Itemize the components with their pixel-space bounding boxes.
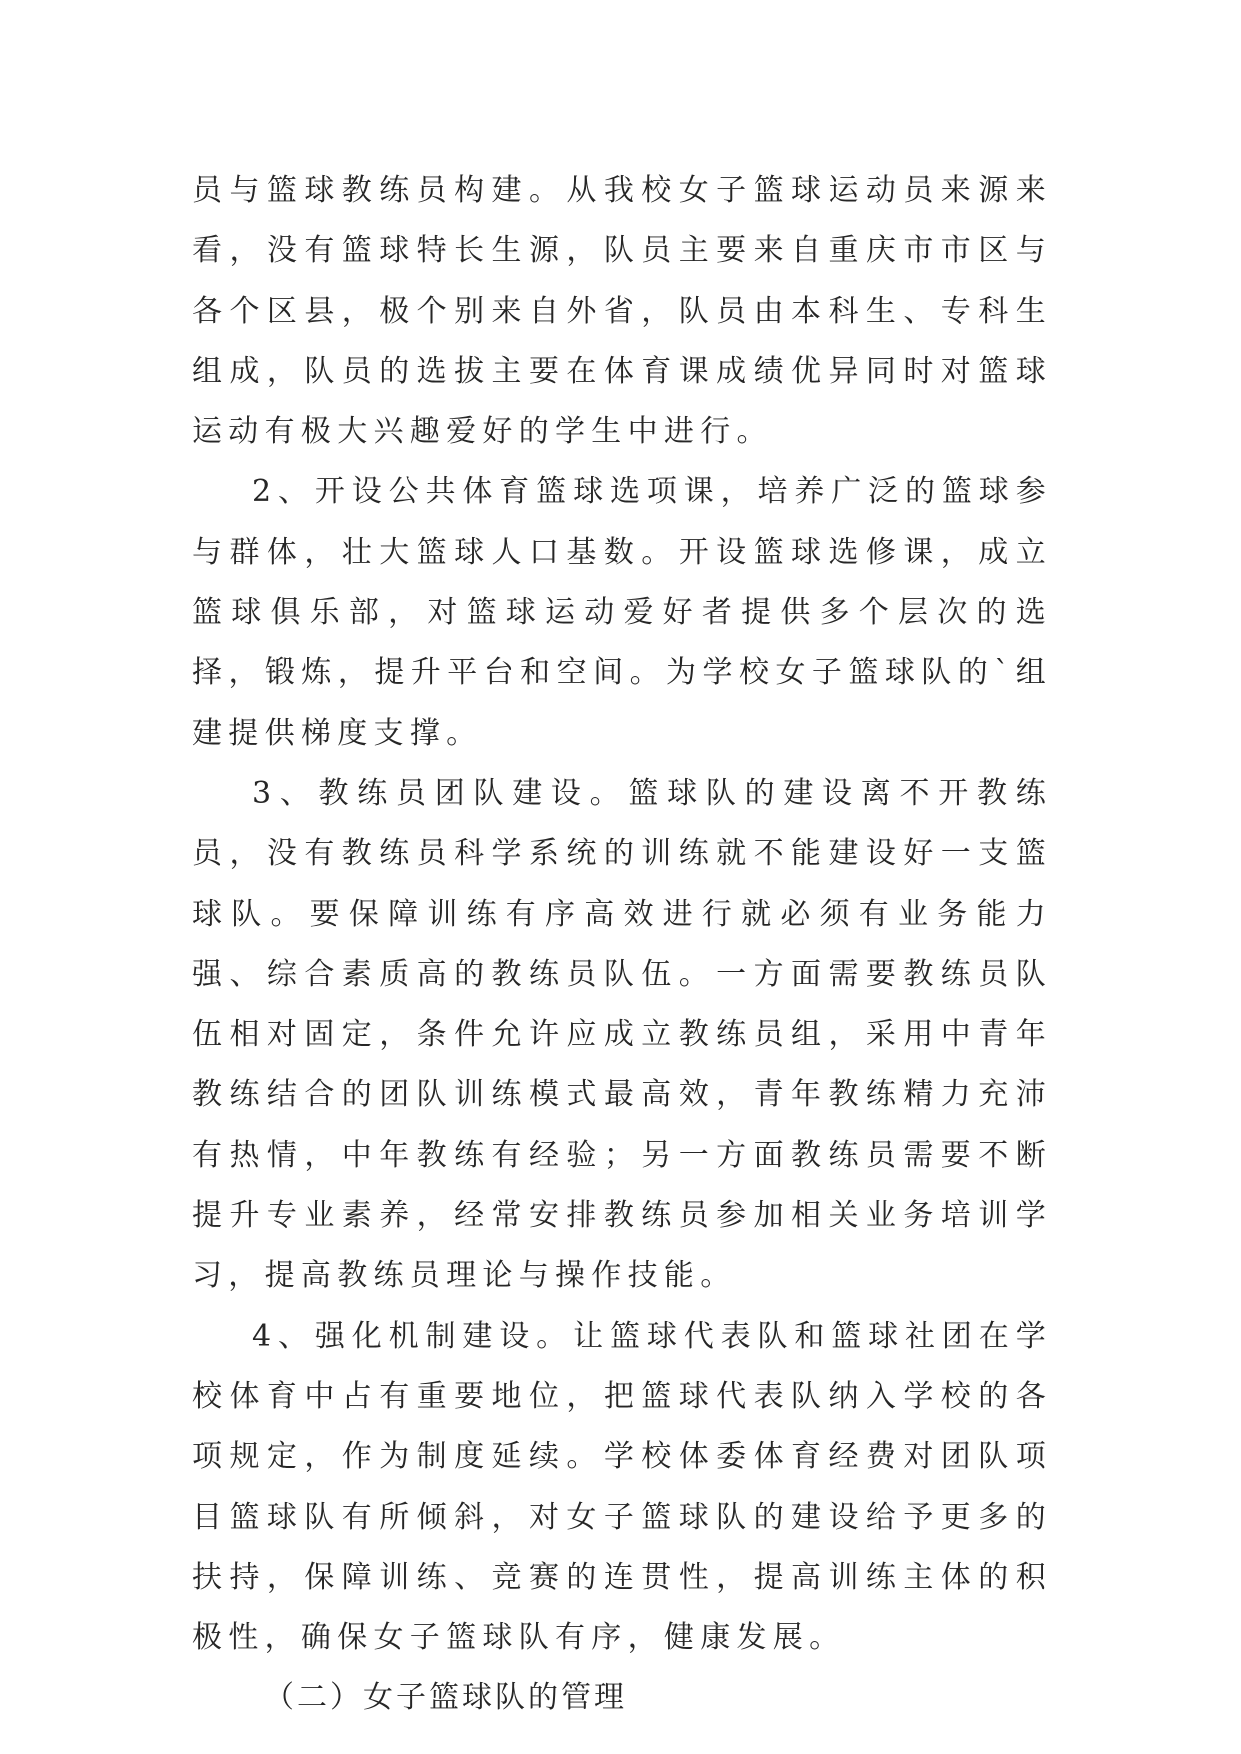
paragraph-item-4: 4、强化机制建设。让篮球代表队和篮球社团在学校体育中占有重要地位，把篮球代表队纳入学校的各项规定，作为制度延续。学校体委体育经费对团队项目篮球队有所倾斜，对女子篮球队的建设给予更多的扶持，保障训练、竞赛的连贯性，提高训练主体的积极性，确保女子篮球队有序，健康发展。 [192, 1318, 1052, 1656]
paragraph-item-2: 2、开设公共体育篮球选项课，培养广泛的篮球参与群体，壮大篮球人口基数。开设篮球选修课，成立篮球俱乐部，对篮球运动爱好者提供多个层次的选择，锻炼，提升平台和空间。为学校女子篮球队的`组建提供梯度支撑。 [192, 474, 1052, 751]
paragraph-continued: 员与篮球教练员构建。从我校女子篮球运动员来源来看，没有篮球特长生源，队员主要来自重庆市市区与各个区县，极个别来自外省，队员由本科生、专科生组成，队员的选拔主要在体育课成绩优异同时对篮球运动有极大兴趣爱好的学生中进行。 [192, 173, 1052, 450]
body-text [192, 161, 1052, 1729]
section-heading: （二）女子篮球队的管理 [264, 1680, 627, 1716]
paragraph-item-3: 3、教练员团队建设。篮球队的建设离不开教练员，没有教练员科学系统的训练就不能建设好一支篮球队。要保障训练有序高效进行就必须有业务能力强、综合素质高的教练员队伍。一方面需要教练员队伍相对固定，条件允许应成立教练员组，采用中青年教练结合的团队训练模式最高效，青年教练精力充沛有热情，中年教练有经验；另一方面教练员需要不断提升专业素养，经常安排教练员参加相关业务培训学习，提高教练员理论与操作技能。 [192, 775, 1052, 1294]
